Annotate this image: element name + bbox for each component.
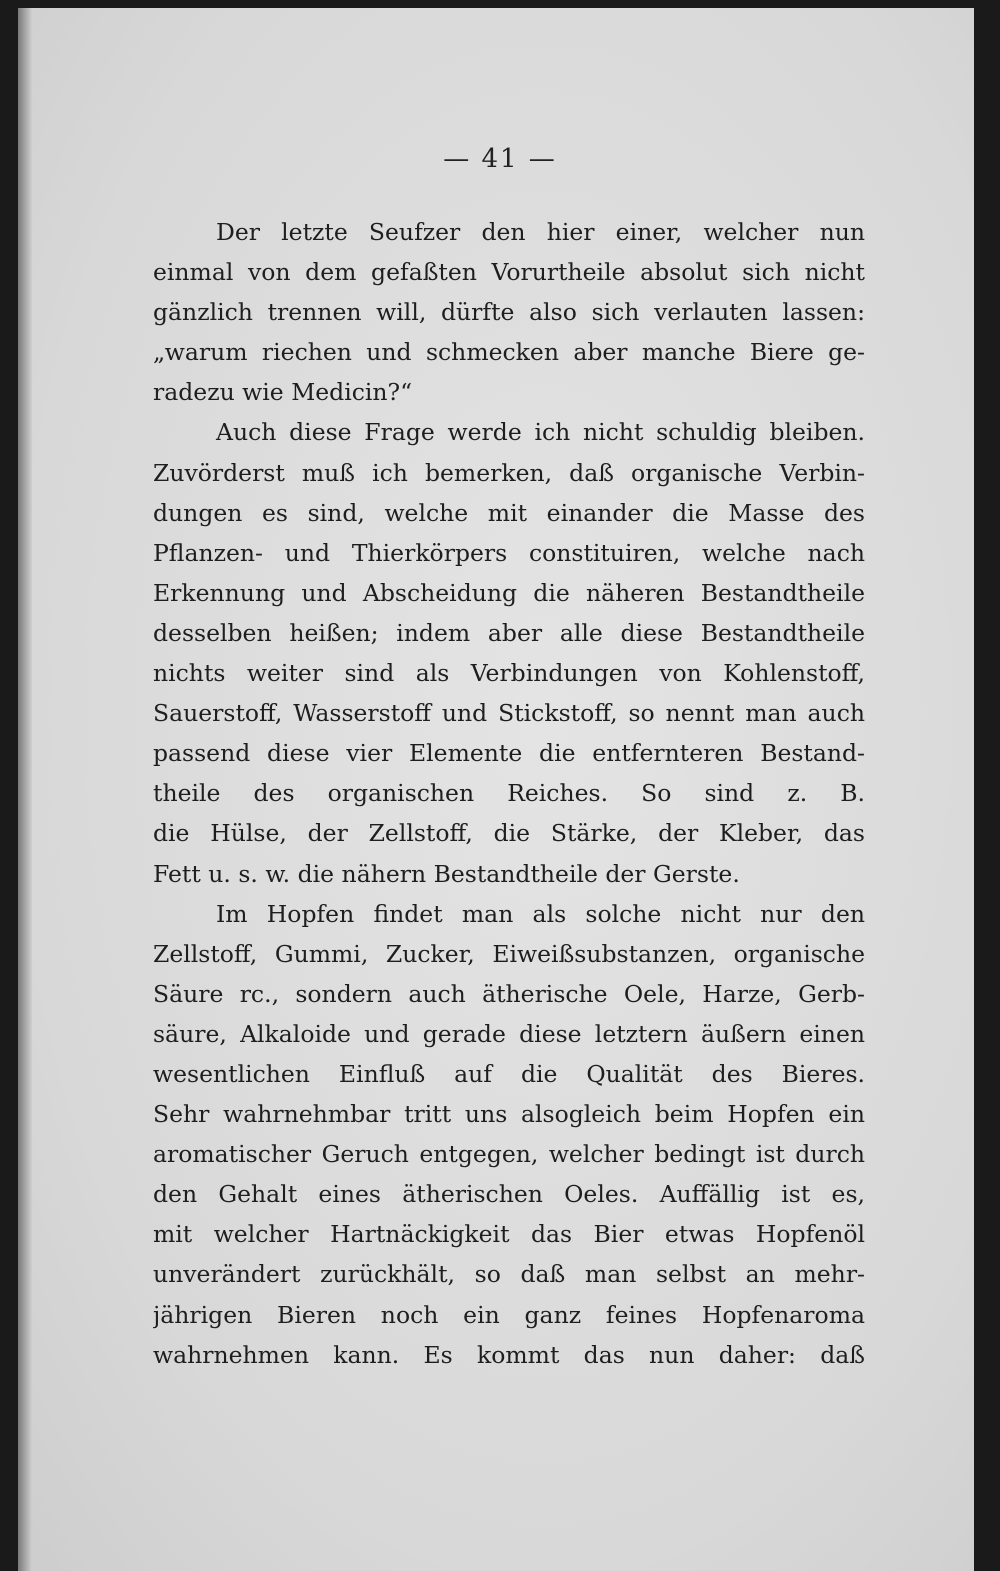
text-line: Der letzte Seufzer den hier einer, welcher nun [216,218,865,246]
body-text [153,212,865,1375]
text-line: jährigen Bieren noch ein ganz feines Hopfenaroma [153,1300,865,1329]
page-gutter-shadow [18,8,32,1571]
text-line: wesentlichen Einfluß auf die Qualität des Bieres. [153,1059,865,1088]
text-line: Sauerstoff, Wasserstoff und Stickstoff, so nennt man auch [153,699,865,728]
text-line: gänzlich trennen will, dürfte also sich verlauten lassen: [153,298,865,327]
text-line: Fett u. s. w. die nähern Bestandtheile der Gerste. [153,859,740,888]
text-line: nichts weiter sind als Verbindungen von Kohlenstoff, [153,659,865,688]
text-line: Zuvörderst muß ich bemerken, daß organische Verbin- [153,458,865,487]
text-line: Erkennung und Abscheidung die näheren Bestandtheile [153,578,865,607]
text-line: Sehr wahrnehmbar tritt uns alsogleich beim Hopfen ein [153,1100,865,1129]
text-line: die Hülse, der Zellstoff, die Stärke, der Kleber, das [153,819,865,848]
text-line: radezu wie Medicin?“ [153,378,413,407]
text-line: Säure rc., sondern auch ätherische Oele, Harze, Gerb- [153,979,865,1008]
text-line: Im Hopfen findet man als solche nicht nur den [216,899,865,928]
text-line: den Gehalt eines ätherischen Oeles. Auffällig ist es, [153,1180,865,1209]
text-line: mit welcher Hartnäckigkeit das Bier etwas Hopfenöl [153,1220,865,1249]
text-line: passend diese vier Elemente die entfernteren Bestand- [153,739,865,768]
text-line: aromatischer Geruch entgegen, welcher bedingt ist durch [153,1140,865,1169]
text-line: Zellstoff, Gummi, Zucker, Eiweißsubstanzen, organische [153,939,865,968]
text-line: desselben heißen; indem aber alle diese Bestandtheile [153,618,865,647]
text-line: dungen es sind, welche mit einander die Masse des [153,498,865,527]
text-line: Pflanzen- und Thierkörpers constituiren, welche nach [153,538,865,567]
text-line: wahrnehmen kann. Es kommt das nun daher: daß [153,1340,865,1369]
text-line: unverändert zurückhält, so daß man selbst an mehr- [153,1260,865,1289]
text-line: theile des organischen Reiches. So sind z. B. [153,779,865,808]
text-line: „warum riechen und schmecken aber manche Biere ge- [153,338,865,367]
text-line: säure, Alkaloide und gerade diese letztern äußern einen [153,1019,865,1048]
page-number: — 41 — [443,144,557,174]
text-line: Auch diese Frage werde ich nicht schuldig bleiben. [216,418,865,447]
text-line: einmal von dem gefaßten Vorurtheile absolut sich nicht [153,258,865,287]
